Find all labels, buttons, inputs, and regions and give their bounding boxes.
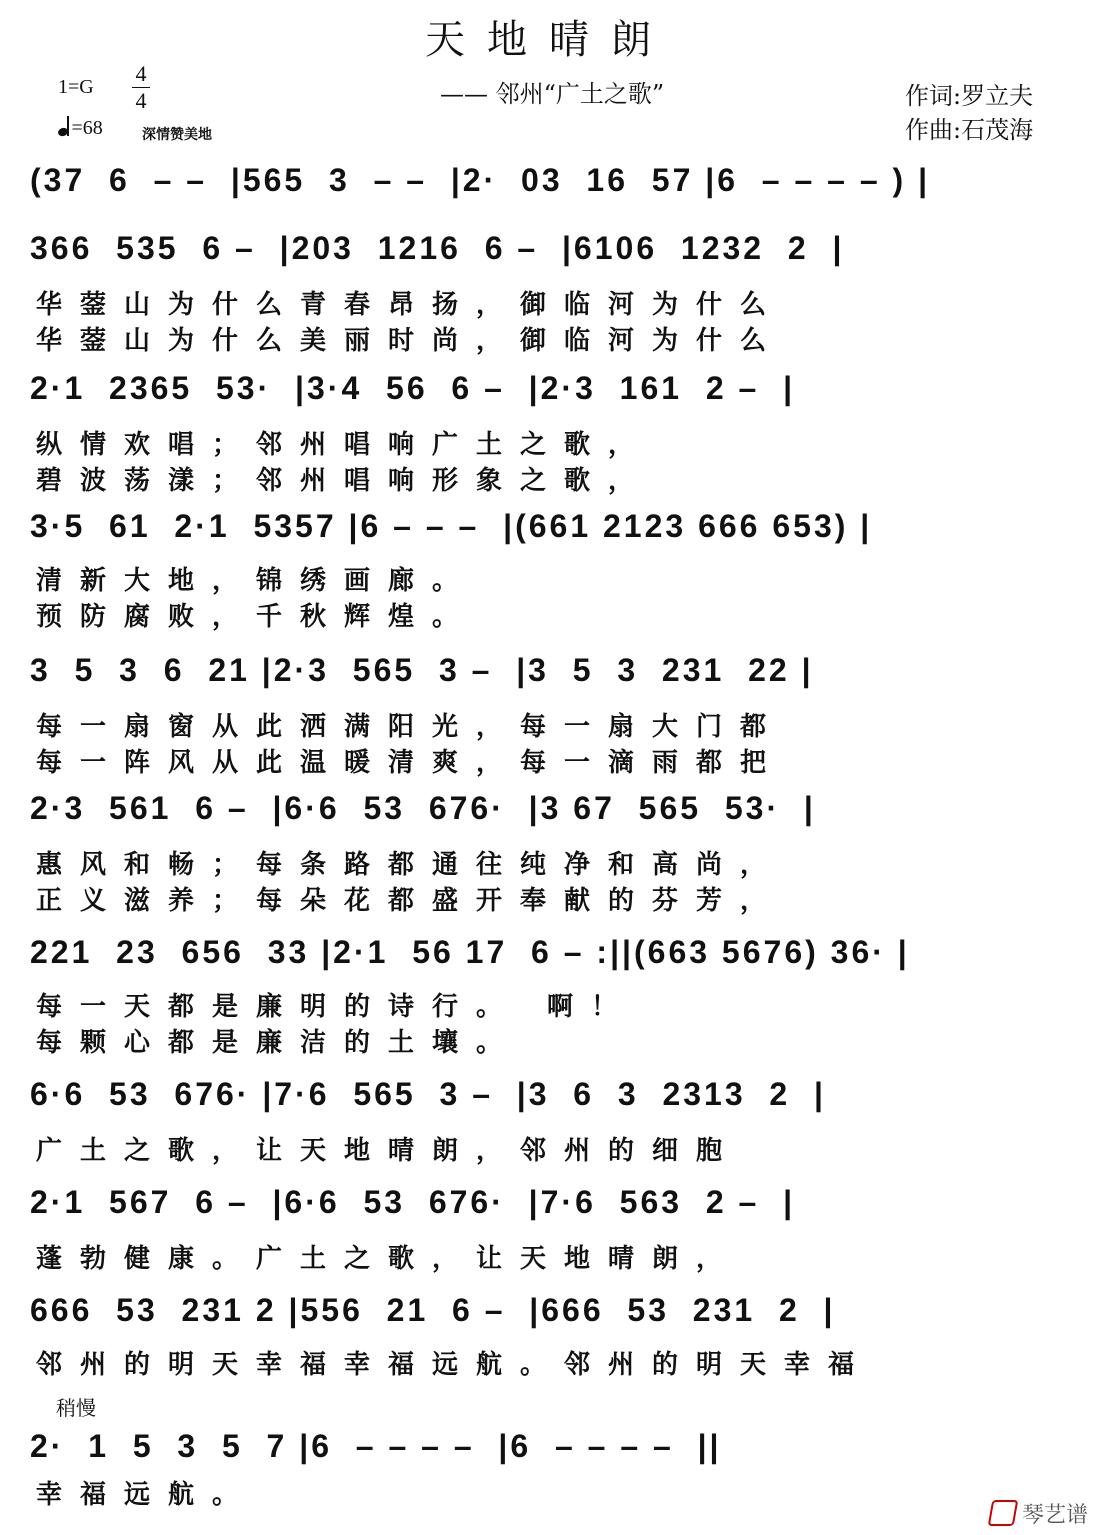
notation-line: 2·3 561 6 – |6·6 53 676· |3 67 565 53· | [30, 790, 816, 826]
lyric-line: 邻州的明天幸福幸福远航。邻州的明天幸福 [36, 1350, 873, 1380]
brand-logo-icon [988, 1500, 1019, 1526]
lyric-line: 碧波荡漾；邻州唱响形象之歌， [36, 466, 653, 496]
notation-line: 2·1 2365 53· |3·4 56 6 – |2·3 161 2 – | [30, 370, 796, 406]
watermark [990, 1498, 1088, 1529]
notation-line: 3·5 61 2·1 5357 |6 – – – |(661 2123 666 653) | [30, 508, 873, 544]
lyric-line: 预防腐败，千秋辉煌。 [36, 602, 477, 632]
lyric-line: 惠风和畅；每条路都通往纯净和高尚， [36, 850, 785, 880]
lyric-line: 每一阵风从此温暖清爽，每一滴雨都把 [36, 748, 785, 778]
lyric-line: 纵情欢唱；邻州唱响广土之歌， [36, 430, 653, 460]
lyric-line: 广土之歌，让天地晴朗，邻州的细胞 [36, 1136, 741, 1166]
lyricist-credit: 作词:罗立夫 [905, 82, 1034, 110]
lyric-line: 蓬勃健康。广土之歌，让天地晴朗， [36, 1244, 741, 1274]
notation-line: 666 53 231 2 |556 21 6 – |666 53 231 2 | [30, 1292, 836, 1328]
lyric-line: 每颗心都是廉洁的土壤。 [36, 1028, 521, 1058]
lyric-line: 清新大地，锦绣画廊。 [36, 566, 477, 596]
lyric-line: 华蓥山为什么青春昂扬，御临河为什么 [36, 290, 785, 320]
composer-credit: 作曲:石茂海 [905, 116, 1034, 144]
subtitle: —— 邻州“广土之歌” [440, 80, 665, 108]
key-signature: 1=G [58, 76, 94, 98]
lyric-line: 华蓥山为什么美丽时尚，御临河为什么 [36, 326, 785, 356]
watermark-text: 琴艺谱 [1021, 1503, 1088, 1528]
time-sig-bottom: 4 [135, 88, 147, 113]
lyric-line: 正义滋养；每朵花都盛开奉献的芬芳， [36, 886, 785, 916]
time-signature [132, 62, 150, 113]
notation-line: 221 23 656 33 |2·1 56 17 6 – :||(663 5676) 36· | [30, 934, 910, 970]
tempo-value: =68 [71, 117, 103, 139]
notation-line: 2·1 567 6 – |6·6 53 676· |7·6 563 2 – | [30, 1184, 796, 1220]
expression-marking: 深情赞美地 [142, 127, 212, 143]
tempo-change-marking: 稍慢 [56, 1396, 96, 1420]
lyric-line: 每一天都是廉明的诗行。 啊！ [36, 992, 636, 1022]
notation-line: 366 535 6 – |203 1216 6 – |6106 1232 2 | [30, 230, 845, 266]
time-sig-top: 4 [135, 61, 147, 86]
lyric-line: 幸福远航。 [36, 1480, 257, 1510]
notation-line: (37 6 – – |565 3 – – |2· 03 16 57 |6 – – – – ) | [30, 162, 931, 198]
tempo-marking [58, 116, 103, 140]
page-title: 天地晴朗 [425, 17, 673, 63]
notation-line: 3 5 3 6 21 |2·3 565 3 – |3 5 3 231 22 | [30, 652, 814, 688]
notation-line: 6·6 53 676· |7·6 565 3 – |3 6 3 2313 2 | [30, 1076, 826, 1112]
lyric-line: 每一扇窗从此洒满阳光，每一扇大门都 [36, 712, 785, 742]
notation-line: 2· 1 5 3 5 7 |6 – – – – |6 – – – – || [30, 1428, 722, 1464]
